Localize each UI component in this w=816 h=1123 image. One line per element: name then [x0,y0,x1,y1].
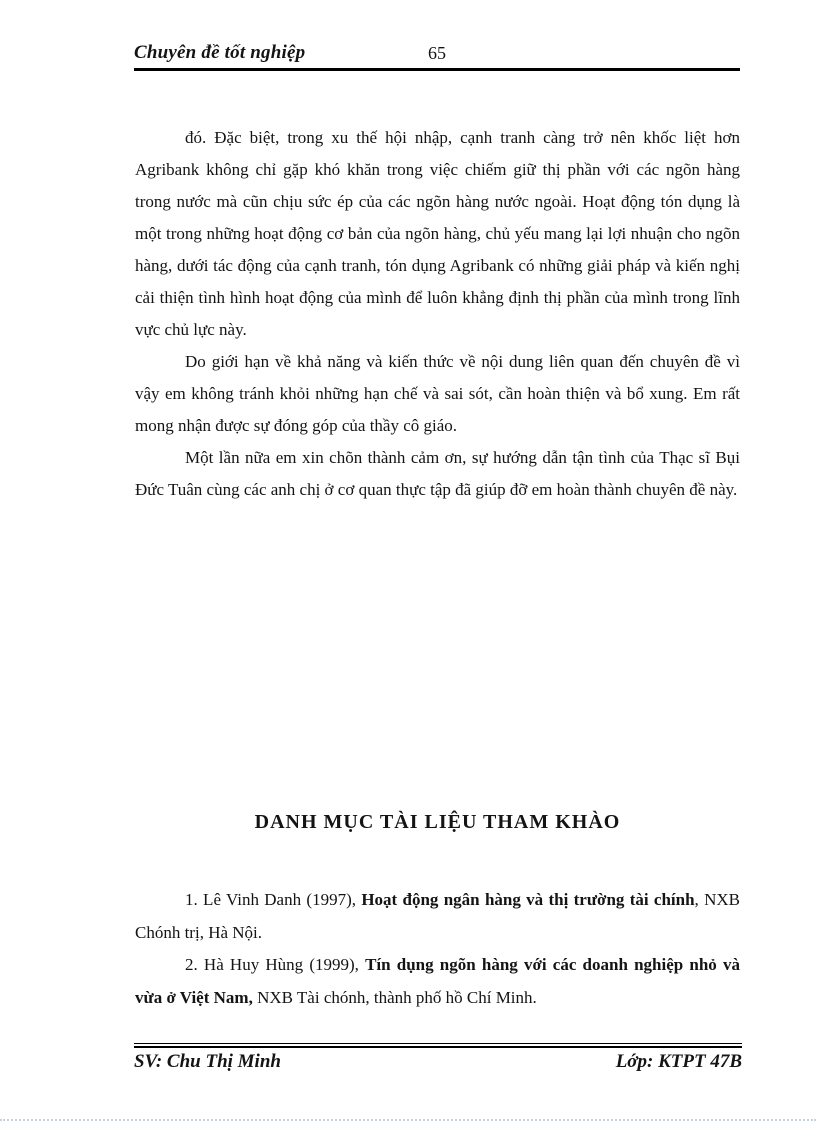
reference-2-prefix: 2. Hà Huy Hùng (1999), [185,955,366,974]
page-break-dotted-line [0,1119,816,1121]
page-header [134,42,740,71]
page-footer [134,1051,742,1073]
reference-item-2 [135,949,740,1014]
page-number: 65 [428,43,446,63]
footer-divider [134,1043,742,1044]
references-section [135,804,740,1014]
references-heading: DANH MỤC TÀI LIỆU THAM KHÀO [254,811,621,833]
reference-item-1 [135,884,740,949]
document-body [135,122,740,506]
reference-1-suffix: , NXB Chónh trị, Hà Nội. [135,890,740,942]
paragraph-3: Một lần nữa em xin chõn thành cảm ơn, sự hướng dẫn tận tình của Thạc sĩ Bụi Đức Tuân cùng các anh chị ở cơ quan thực tập đã giúp đỡ em hoàn thành chuyên đề này. [135,448,740,499]
footer-student-name: SV: Chu Thị Minh [134,1051,281,1072]
reference-1-prefix: 1. Lê Vinh Danh (1997), [185,890,362,909]
paragraph-2: Do giới hạn về khả năng và kiến thức về nội dung liên quan đến chuyên đề vì vậy em không tránh khỏi những hạn chế và sai sót, cần hoàn thiện và bổ xung. Em rất mong nhận được sự đóng góp của thầy cô giáo. [135,352,740,435]
reference-2-title: Tín dụng ngõn hàng với các doanh nghiệp nhỏ và vừa ở Việt Nam, [135,955,740,1007]
header-title: Chuyên đề tốt nghiệp [134,42,306,63]
footer-class-label: Lớp: KTPT 47B [615,1051,742,1072]
paragraph-1: đó. Đặc biệt, trong xu thế hội nhập, cạnh tranh càng trở nên khốc liệt hơn Agribank không chỉ gặp khó khăn trong việc chiếm giữ thị phần với các ngõn hàng trong nước mà cũn chịu sức ép của các ngõn hàng nước ngoài. Hoạt động tón dụng là một trong những hoạt động cơ bản của ngõn hàng, chủ yếu mang lại lợi nhuận cho ngõn hàng, dưới tác động của cạnh tranh, tón dụng Agribank có những giải pháp và kiến nghị cải thiện tình hình hoạt động của mình để luôn khẳng định thị phần của mình trong lĩnh vực chủ lực này. [135,128,740,339]
reference-1-title: Hoạt động ngân hàng và thị trường tài chính [361,890,695,909]
reference-2-suffix: NXB Tài chónh, thành phố hồ Chí Minh. [252,987,537,1007]
